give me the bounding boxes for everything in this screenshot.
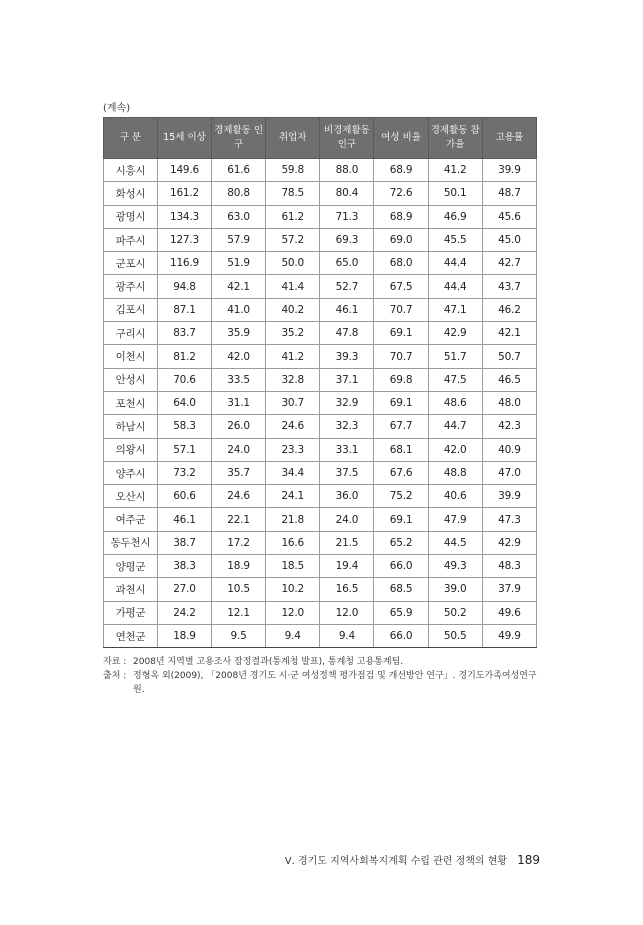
- table-row: [104, 345, 537, 368]
- value-cell: 45.6: [482, 205, 536, 228]
- value-cell: 47.9: [428, 508, 482, 531]
- value-cell: 16.5: [320, 578, 374, 601]
- value-cell: 24.0: [320, 508, 374, 531]
- table-row: [104, 322, 537, 345]
- value-cell: 68.1: [374, 438, 428, 461]
- data-note: [103, 655, 543, 669]
- region-cell: 동두천시: [104, 531, 158, 554]
- region-cell: 파주시: [104, 228, 158, 251]
- table-row: [104, 531, 537, 554]
- page-number: 189: [517, 853, 540, 867]
- value-cell: 33.5: [212, 368, 266, 391]
- value-cell: 58.3: [158, 415, 212, 438]
- value-cell: 32.3: [320, 415, 374, 438]
- value-cell: 57.9: [212, 228, 266, 251]
- value-cell: 70.7: [374, 298, 428, 321]
- value-cell: 40.2: [266, 298, 320, 321]
- value-cell: 149.6: [158, 159, 212, 182]
- value-cell: 42.9: [482, 531, 536, 554]
- value-cell: 75.2: [374, 485, 428, 508]
- page-footer: [285, 852, 540, 867]
- value-cell: 42.0: [428, 438, 482, 461]
- value-cell: 41.2: [266, 345, 320, 368]
- source-note: [103, 669, 543, 697]
- value-cell: 33.1: [320, 438, 374, 461]
- value-cell: 42.9: [428, 322, 482, 345]
- value-cell: 24.0: [212, 438, 266, 461]
- value-cell: 61.2: [266, 205, 320, 228]
- value-cell: 44.4: [428, 275, 482, 298]
- value-cell: 48.8: [428, 461, 482, 484]
- table-row: [104, 508, 537, 531]
- region-cell: 이천시: [104, 345, 158, 368]
- value-cell: 80.4: [320, 182, 374, 205]
- table-notes: [103, 655, 543, 697]
- value-cell: 9.5: [212, 624, 266, 647]
- value-cell: 18.5: [266, 555, 320, 578]
- table-row: [104, 275, 537, 298]
- value-cell: 45.0: [482, 228, 536, 251]
- table-row: [104, 461, 537, 484]
- value-cell: 83.7: [158, 322, 212, 345]
- value-cell: 63.0: [212, 205, 266, 228]
- value-cell: 12.0: [320, 601, 374, 624]
- value-cell: 37.5: [320, 461, 374, 484]
- value-cell: 134.3: [158, 205, 212, 228]
- value-cell: 43.7: [482, 275, 536, 298]
- value-cell: 47.3: [482, 508, 536, 531]
- table-row: [104, 415, 537, 438]
- table-row: [104, 298, 537, 321]
- column-header: 구 분: [104, 118, 158, 159]
- value-cell: 127.3: [158, 228, 212, 251]
- region-cell: 구리시: [104, 322, 158, 345]
- region-cell: 오산시: [104, 485, 158, 508]
- value-cell: 51.7: [428, 345, 482, 368]
- column-header: 여성 비율: [374, 118, 428, 159]
- table-row: [104, 485, 537, 508]
- value-cell: 47.5: [428, 368, 482, 391]
- data-note-text: 2008년 지역별 고용조사 잠정결과(통계청 발표), 통계청 고용통계팀.: [133, 657, 404, 667]
- value-cell: 44.4: [428, 252, 482, 275]
- value-cell: 52.7: [320, 275, 374, 298]
- value-cell: 88.0: [320, 159, 374, 182]
- table-row: [104, 601, 537, 624]
- region-cell: 화성시: [104, 182, 158, 205]
- continued-label: (계속): [103, 103, 131, 114]
- column-header: 경제활동 인구: [212, 118, 266, 159]
- value-cell: 46.1: [320, 298, 374, 321]
- value-cell: 68.5: [374, 578, 428, 601]
- value-cell: 64.0: [158, 391, 212, 414]
- value-cell: 10.2: [266, 578, 320, 601]
- chapter-title: Ⅴ. 경기도 지역사회복지계획 수립 관련 정책의 현황: [284, 856, 508, 867]
- value-cell: 42.3: [482, 415, 536, 438]
- table-row: [104, 624, 537, 647]
- region-cell: 군포시: [104, 252, 158, 275]
- value-cell: 38.3: [158, 555, 212, 578]
- value-cell: 73.2: [158, 461, 212, 484]
- value-cell: 66.0: [374, 555, 428, 578]
- value-cell: 116.9: [158, 252, 212, 275]
- value-cell: 30.7: [266, 391, 320, 414]
- value-cell: 48.7: [482, 182, 536, 205]
- value-cell: 69.3: [320, 228, 374, 251]
- value-cell: 50.1: [428, 182, 482, 205]
- value-cell: 61.6: [212, 159, 266, 182]
- value-cell: 39.9: [482, 485, 536, 508]
- value-cell: 37.9: [482, 578, 536, 601]
- column-header: 비경제활동 인구: [320, 118, 374, 159]
- source-note-text: 정형옥 외(2009), 「2008년 경기도 시·군 여성정책 평가점검 및 개선방안 연구」. 경기도가족여성연구원.: [133, 671, 537, 695]
- value-cell: 57.2: [266, 228, 320, 251]
- value-cell: 87.1: [158, 298, 212, 321]
- value-cell: 47.1: [428, 298, 482, 321]
- column-header: 취업자: [266, 118, 320, 159]
- region-cell: 광명시: [104, 205, 158, 228]
- table-row: [104, 205, 537, 228]
- value-cell: 40.6: [428, 485, 482, 508]
- table-row: [104, 438, 537, 461]
- value-cell: 35.9: [212, 322, 266, 345]
- value-cell: 51.9: [212, 252, 266, 275]
- value-cell: 18.9: [212, 555, 266, 578]
- employment-stats-table: [103, 117, 537, 648]
- value-cell: 65.0: [320, 252, 374, 275]
- value-cell: 37.1: [320, 368, 374, 391]
- table-row: [104, 555, 537, 578]
- region-cell: 하남시: [104, 415, 158, 438]
- region-cell: 시흥시: [104, 159, 158, 182]
- region-cell: 김포시: [104, 298, 158, 321]
- value-cell: 12.0: [266, 601, 320, 624]
- value-cell: 59.8: [266, 159, 320, 182]
- value-cell: 39.3: [320, 345, 374, 368]
- value-cell: 48.0: [482, 391, 536, 414]
- value-cell: 17.2: [212, 531, 266, 554]
- value-cell: 72.6: [374, 182, 428, 205]
- region-cell: 여주군: [104, 508, 158, 531]
- value-cell: 46.1: [158, 508, 212, 531]
- value-cell: 39.9: [482, 159, 536, 182]
- value-cell: 67.5: [374, 275, 428, 298]
- value-cell: 69.1: [374, 322, 428, 345]
- value-cell: 68.9: [374, 159, 428, 182]
- region-cell: 양평군: [104, 555, 158, 578]
- value-cell: 40.9: [482, 438, 536, 461]
- region-cell: 포천시: [104, 391, 158, 414]
- value-cell: 21.5: [320, 531, 374, 554]
- value-cell: 42.7: [482, 252, 536, 275]
- value-cell: 60.6: [158, 485, 212, 508]
- table-body: [104, 159, 537, 648]
- value-cell: 66.0: [374, 624, 428, 647]
- value-cell: 67.7: [374, 415, 428, 438]
- region-cell: 의왕시: [104, 438, 158, 461]
- value-cell: 70.7: [374, 345, 428, 368]
- value-cell: 18.9: [158, 624, 212, 647]
- value-cell: 161.2: [158, 182, 212, 205]
- value-cell: 48.3: [482, 555, 536, 578]
- value-cell: 65.9: [374, 601, 428, 624]
- value-cell: 24.1: [266, 485, 320, 508]
- value-cell: 10.5: [212, 578, 266, 601]
- value-cell: 35.7: [212, 461, 266, 484]
- data-note-label: 자료 :: [103, 657, 127, 667]
- value-cell: 46.9: [428, 205, 482, 228]
- value-cell: 27.0: [158, 578, 212, 601]
- source-note-label: 출처 :: [103, 671, 127, 681]
- value-cell: 41.2: [428, 159, 482, 182]
- value-cell: 50.2: [428, 601, 482, 624]
- region-cell: 가평군: [104, 601, 158, 624]
- value-cell: 26.0: [212, 415, 266, 438]
- region-cell: 과천시: [104, 578, 158, 601]
- value-cell: 42.1: [212, 275, 266, 298]
- value-cell: 68.0: [374, 252, 428, 275]
- value-cell: 69.0: [374, 228, 428, 251]
- column-header: 고용률: [482, 118, 536, 159]
- value-cell: 23.3: [266, 438, 320, 461]
- value-cell: 24.6: [266, 415, 320, 438]
- value-cell: 49.6: [482, 601, 536, 624]
- value-cell: 80.8: [212, 182, 266, 205]
- value-cell: 21.8: [266, 508, 320, 531]
- table-row: [104, 391, 537, 414]
- value-cell: 70.6: [158, 368, 212, 391]
- value-cell: 57.1: [158, 438, 212, 461]
- value-cell: 38.7: [158, 531, 212, 554]
- column-header: 경제활동 참가율: [428, 118, 482, 159]
- value-cell: 34.4: [266, 461, 320, 484]
- value-cell: 50.0: [266, 252, 320, 275]
- column-header: 15세 이상: [158, 118, 212, 159]
- table-row: [104, 252, 537, 275]
- region-cell: 안성시: [104, 368, 158, 391]
- value-cell: 22.1: [212, 508, 266, 531]
- value-cell: 44.5: [428, 531, 482, 554]
- value-cell: 9.4: [266, 624, 320, 647]
- value-cell: 19.4: [320, 555, 374, 578]
- value-cell: 36.0: [320, 485, 374, 508]
- value-cell: 48.6: [428, 391, 482, 414]
- value-cell: 94.8: [158, 275, 212, 298]
- value-cell: 78.5: [266, 182, 320, 205]
- region-cell: 연천군: [104, 624, 158, 647]
- value-cell: 49.9: [482, 624, 536, 647]
- table-row: [104, 578, 537, 601]
- value-cell: 12.1: [212, 601, 266, 624]
- value-cell: 47.0: [482, 461, 536, 484]
- value-cell: 69.1: [374, 508, 428, 531]
- value-cell: 42.0: [212, 345, 266, 368]
- value-cell: 50.7: [482, 345, 536, 368]
- region-cell: 양주시: [104, 461, 158, 484]
- table-row: [104, 228, 537, 251]
- value-cell: 68.9: [374, 205, 428, 228]
- value-cell: 47.8: [320, 322, 374, 345]
- table-row: [104, 182, 537, 205]
- value-cell: 49.3: [428, 555, 482, 578]
- value-cell: 65.2: [374, 531, 428, 554]
- value-cell: 24.6: [212, 485, 266, 508]
- value-cell: 45.5: [428, 228, 482, 251]
- region-cell: 광주시: [104, 275, 158, 298]
- value-cell: 41.4: [266, 275, 320, 298]
- value-cell: 69.8: [374, 368, 428, 391]
- value-cell: 44.7: [428, 415, 482, 438]
- value-cell: 9.4: [320, 624, 374, 647]
- value-cell: 32.8: [266, 368, 320, 391]
- value-cell: 24.2: [158, 601, 212, 624]
- value-cell: 69.1: [374, 391, 428, 414]
- table-header-row: [104, 118, 537, 159]
- value-cell: 16.6: [266, 531, 320, 554]
- value-cell: 67.6: [374, 461, 428, 484]
- value-cell: 39.0: [428, 578, 482, 601]
- value-cell: 46.5: [482, 368, 536, 391]
- table-row: [104, 368, 537, 391]
- value-cell: 71.3: [320, 205, 374, 228]
- value-cell: 50.5: [428, 624, 482, 647]
- value-cell: 32.9: [320, 391, 374, 414]
- value-cell: 42.1: [482, 322, 536, 345]
- value-cell: 31.1: [212, 391, 266, 414]
- value-cell: 41.0: [212, 298, 266, 321]
- value-cell: 35.2: [266, 322, 320, 345]
- value-cell: 46.2: [482, 298, 536, 321]
- table-row: [104, 159, 537, 182]
- value-cell: 81.2: [158, 345, 212, 368]
